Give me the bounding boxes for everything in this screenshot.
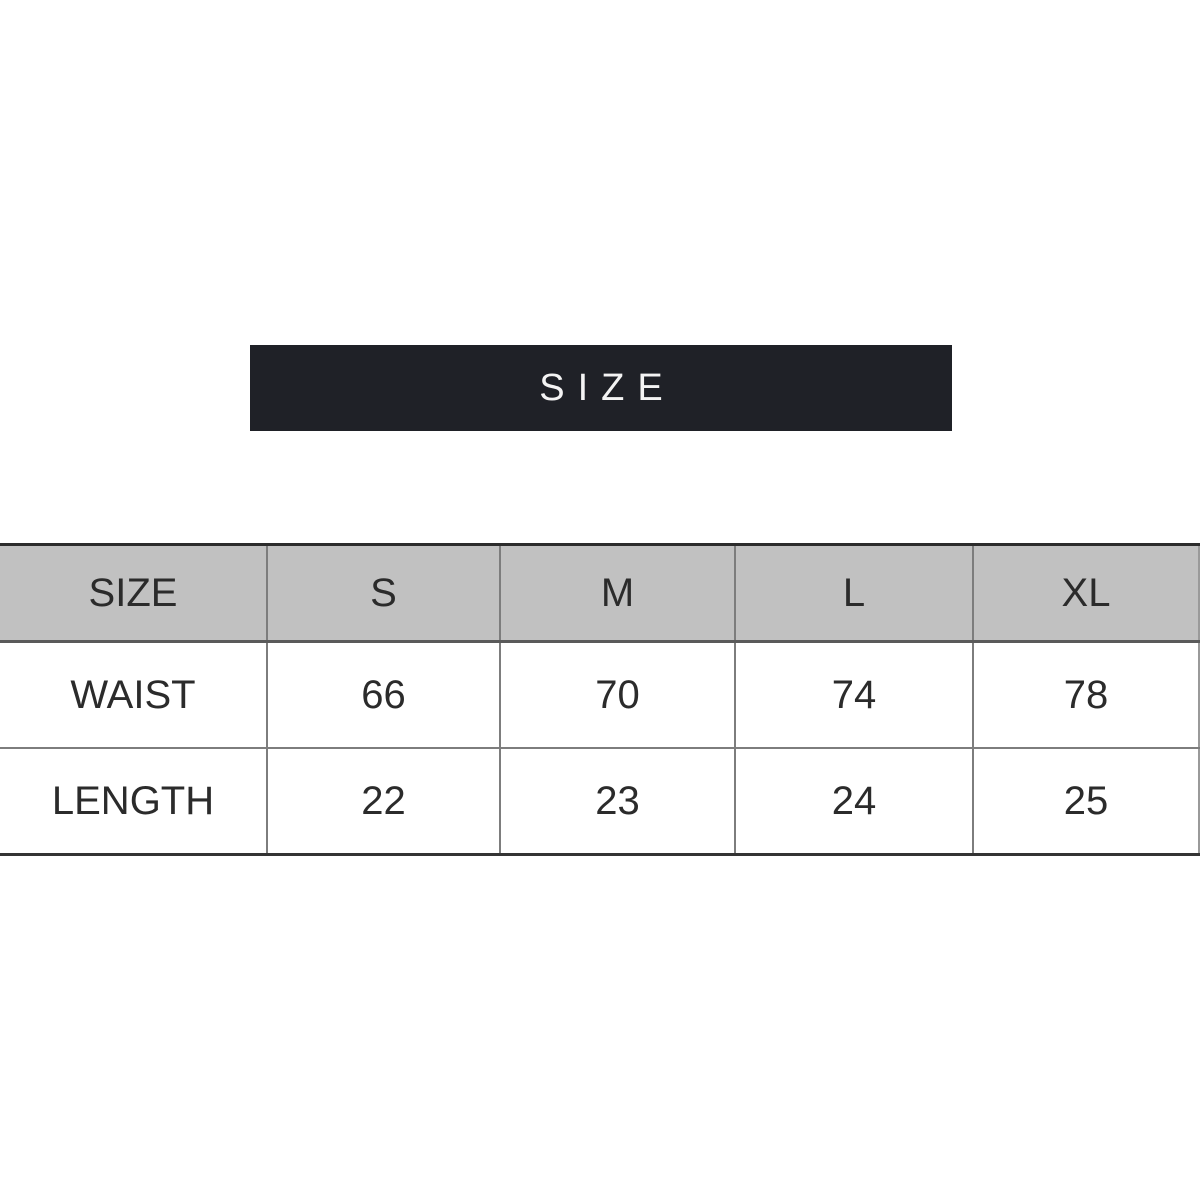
size-table-container (0, 543, 1200, 856)
size-table (0, 546, 1200, 856)
size-banner (250, 345, 952, 431)
size-table-header-row (0, 546, 1199, 642)
row-label-waist: WAIST (0, 642, 267, 749)
header-cell-size: SIZE (0, 546, 267, 642)
row-label-length: LENGTH (0, 748, 267, 855)
length-value-l: 24 (735, 748, 973, 855)
table-row-waist (0, 642, 1199, 749)
length-value-s: 22 (267, 748, 500, 855)
waist-value-m: 70 (500, 642, 735, 749)
waist-value-l: 74 (735, 642, 973, 749)
header-cell-s: S (267, 546, 500, 642)
length-value-m: 23 (500, 748, 735, 855)
header-cell-xl: XL (973, 546, 1199, 642)
waist-value-xl: 78 (973, 642, 1199, 749)
table-row-length (0, 748, 1199, 855)
header-cell-m: M (500, 546, 735, 642)
header-cell-l: L (735, 546, 973, 642)
length-value-xl: 25 (973, 748, 1199, 855)
size-banner-title: SIZE (539, 367, 676, 409)
waist-value-s: 66 (267, 642, 500, 749)
